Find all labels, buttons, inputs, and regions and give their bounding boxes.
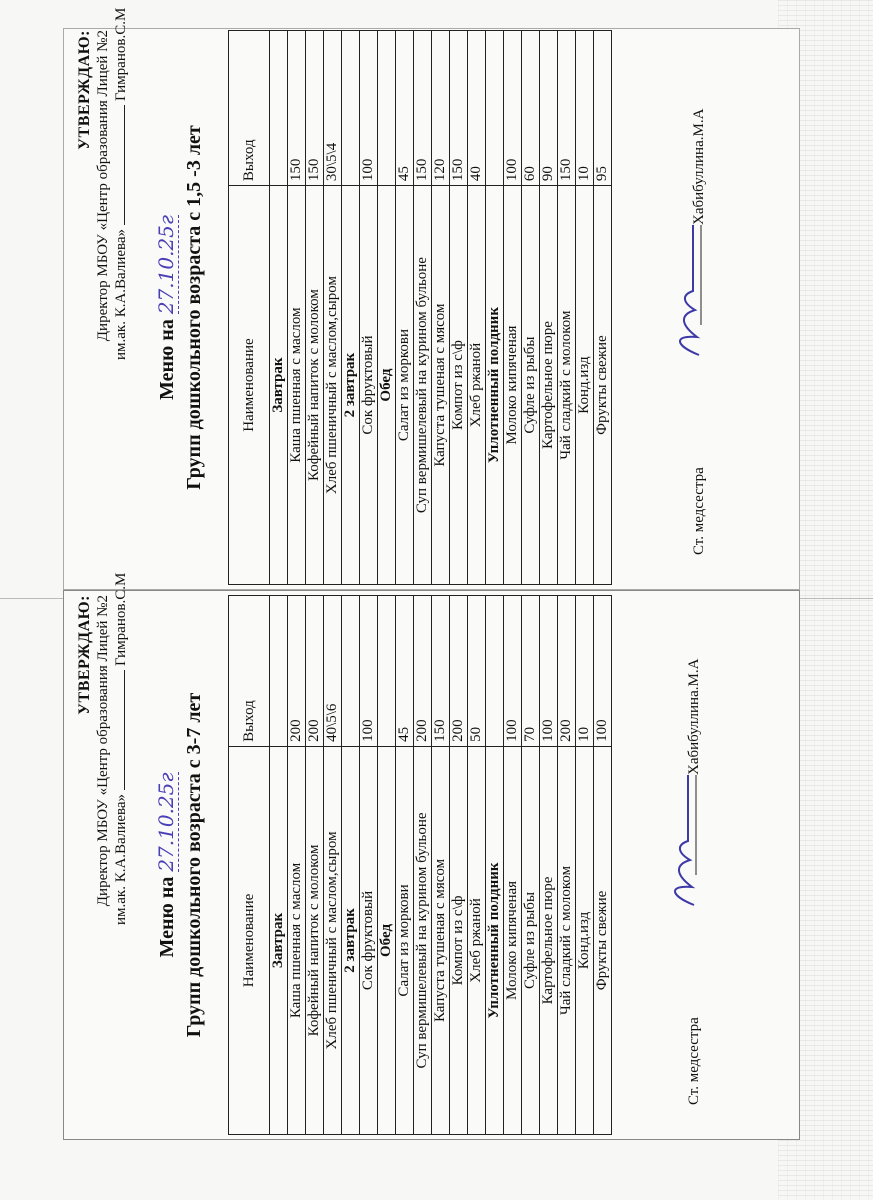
table-row (522, 31, 540, 585)
dish-output (486, 596, 504, 747)
director-name: Гимранов.С.М (113, 7, 129, 101)
dish-name: Компот из с\ф (450, 186, 468, 585)
dish-output: 200 (288, 596, 306, 747)
section-row (342, 596, 360, 1135)
approval-title: УТВЕРЖДАЮ: (76, 30, 93, 150)
director-signature-line (112, 670, 125, 790)
nurse-signature-mark (669, 215, 709, 365)
header-output: Выход (229, 31, 270, 186)
dish-output: 200 (306, 596, 324, 747)
menu-subtitle: Групп дошкольного возраста с 3-7 лет (183, 692, 205, 1038)
dish-output: 150 (306, 31, 324, 186)
dish-output: 150 (450, 31, 468, 186)
table-row (504, 596, 522, 1135)
table-header-row (229, 596, 270, 1135)
section-title: 2 завтрак (342, 746, 360, 1134)
table-row (306, 31, 324, 585)
dish-output: 100 (360, 596, 378, 747)
section-title: Обед (378, 186, 396, 585)
table-row (450, 596, 468, 1135)
director-name: Гимранов.С.М (113, 572, 129, 666)
approval-school-name: им.ак. К.А.Валиева» (113, 228, 129, 360)
menu-table (228, 30, 612, 585)
section-row (342, 31, 360, 585)
dish-output (270, 596, 288, 747)
approval-block (76, 572, 130, 925)
dish-output: 100 (504, 31, 522, 186)
dish-output: 200 (558, 596, 576, 747)
section-row (486, 31, 504, 585)
table-header-row (229, 31, 270, 585)
director-signature-line (112, 105, 125, 225)
dish-name: Салат из моркови (396, 746, 414, 1134)
dish-name: Суп вермишелевый на курином бульоне (414, 746, 432, 1134)
dish-name: Конд.изд (576, 746, 594, 1134)
table-row (504, 31, 522, 585)
section-title: Уплотненный полдник (486, 186, 504, 585)
dish-output: 30\5\4 (324, 31, 342, 186)
menu-label: Меню на (156, 876, 178, 958)
table-row (324, 596, 342, 1135)
dish-output: 150 (414, 31, 432, 186)
section-row (378, 596, 396, 1135)
table-row (468, 596, 486, 1135)
table-row (540, 596, 558, 1135)
header-output: Выход (229, 596, 270, 747)
dish-name: Каша пшенная с маслом (288, 186, 306, 585)
dish-output: 45 (396, 596, 414, 747)
table-row (414, 596, 432, 1135)
table-row (468, 31, 486, 585)
dish-name: Фрукты свежие (594, 186, 612, 585)
dish-name: Капуста тушеная с мясом (432, 186, 450, 585)
dish-name: Хлеб ржаной (468, 186, 486, 585)
dish-output: 60 (522, 31, 540, 186)
section-row (486, 596, 504, 1135)
nurse-signature-mark (664, 765, 704, 915)
dish-output (378, 596, 396, 747)
title-block (154, 595, 206, 1135)
menu-label: Меню на (156, 319, 178, 400)
dish-output: 40\5\6 (324, 596, 342, 747)
dish-name: Хлеб ржаной (468, 746, 486, 1134)
approval-line-1: Директор МБОУ «Центр образования Лицей №2 (95, 595, 111, 907)
approval-line-2 (112, 7, 130, 360)
table-row (360, 596, 378, 1135)
dish-output: 10 (576, 596, 594, 747)
dish-name: Молоко кипяченая (504, 746, 522, 1134)
dish-output (342, 31, 360, 186)
table-row (594, 596, 612, 1135)
nurse-name: Хабибуллина.М.А (691, 108, 707, 225)
dish-output: 40 (468, 31, 486, 186)
dish-output: 120 (432, 31, 450, 186)
dish-name: Сок фруктовый (360, 746, 378, 1134)
dish-name: Сок фруктовый (360, 186, 378, 585)
section-title: Уплотненный полдник (486, 746, 504, 1134)
dish-name: Каша пшенная с маслом (288, 746, 306, 1134)
section-title: 2 завтрак (342, 186, 360, 585)
menu-sheet-3-7 (66, 572, 726, 1135)
dish-name: Компот из с\ф (450, 746, 468, 1134)
approval-block (76, 7, 130, 360)
table-row (576, 31, 594, 585)
dish-output: 150 (558, 31, 576, 186)
dish-name: Чай сладкий с молоком (558, 186, 576, 585)
dish-output: 100 (504, 596, 522, 747)
dish-name: Кофейный напиток с молоком (306, 186, 324, 585)
dish-name: Суфле из рыбы (522, 746, 540, 1134)
dish-name: Хлеб пшеничный с маслом,сыром (324, 186, 342, 585)
approval-line-2 (112, 572, 130, 925)
nurse-label: Ст. медсестра (686, 1017, 702, 1105)
dish-output (270, 31, 288, 186)
dish-name: Суфле из рыбы (522, 186, 540, 585)
dish-output: 45 (396, 31, 414, 186)
dish-name: Хлеб пшеничный с маслом,сыром (324, 746, 342, 1134)
dish-name: Молоко кипяченая (504, 186, 522, 585)
table-row (306, 596, 324, 1135)
approval-title: УТВЕРЖДАЮ: (76, 595, 93, 715)
dish-name: Кофейный напиток с молоком (306, 746, 324, 1134)
dish-output: 10 (576, 31, 594, 186)
table-row (288, 596, 306, 1135)
section-row (270, 596, 288, 1135)
dish-output: 150 (288, 31, 306, 186)
menu-title (154, 30, 179, 585)
section-title: Завтрак (270, 186, 288, 585)
nurse-name: Хабибуллина.М.А (686, 658, 702, 775)
table-row (576, 596, 594, 1135)
dish-output: 70 (522, 596, 540, 747)
dish-output: 100 (594, 596, 612, 747)
header-name: Наименование (229, 186, 270, 585)
dish-output: 100 (540, 596, 558, 747)
dish-output: 200 (450, 596, 468, 747)
dish-name: Картофельное пюре (540, 746, 558, 1134)
dish-output: 200 (414, 596, 432, 747)
table-row (288, 31, 306, 585)
table-row (360, 31, 378, 585)
table-row (558, 596, 576, 1135)
table-row (396, 596, 414, 1135)
dish-name: Салат из моркови (396, 186, 414, 585)
table-row (432, 31, 450, 585)
dish-name: Конд.изд (576, 186, 594, 585)
dish-output (342, 596, 360, 747)
dish-name: Капуста тушеная с мясом (432, 746, 450, 1134)
nurse-label: Ст. медсестра (691, 467, 707, 555)
dish-name: Картофельное пюре (540, 186, 558, 585)
dish-output: 150 (432, 596, 450, 747)
dish-name: Суп вермишелевый на курином бульоне (414, 186, 432, 585)
dish-output (378, 31, 396, 186)
dish-output: 100 (360, 31, 378, 186)
section-title: Обед (378, 746, 396, 1134)
section-title: Завтрак (270, 746, 288, 1134)
menu-table (228, 595, 612, 1135)
table-row (522, 596, 540, 1135)
table-row (414, 31, 432, 585)
table-row (558, 31, 576, 585)
table-row (594, 31, 612, 585)
dish-output: 90 (540, 31, 558, 186)
header-name: Наименование (229, 746, 270, 1134)
menu-sheet-1-5-3 (66, 7, 731, 585)
dish-output (486, 31, 504, 186)
menu-date-handwritten: 27.10.25г (154, 772, 178, 872)
table-row (396, 31, 414, 585)
table-row (324, 31, 342, 585)
table-row (432, 596, 450, 1135)
dish-name: Чай сладкий с молоком (558, 746, 576, 1134)
menu-date-handwritten: 27.10.25г (154, 215, 178, 315)
dish-output: 95 (594, 31, 612, 186)
section-row (378, 31, 396, 585)
table-row (450, 31, 468, 585)
approval-school-name: им.ак. К.А.Валиева» (113, 793, 129, 925)
section-row (270, 31, 288, 585)
dish-name: Фрукты свежие (594, 746, 612, 1134)
menu-subtitle: Групп дошкольного возраста с 1,5 -3 лет (183, 125, 205, 490)
dish-output: 50 (468, 596, 486, 747)
title-block (154, 30, 206, 585)
approval-line-1: Директор МБОУ «Центр образования Лицей №2 (95, 30, 111, 342)
menu-title (154, 595, 179, 1135)
table-row (540, 31, 558, 585)
